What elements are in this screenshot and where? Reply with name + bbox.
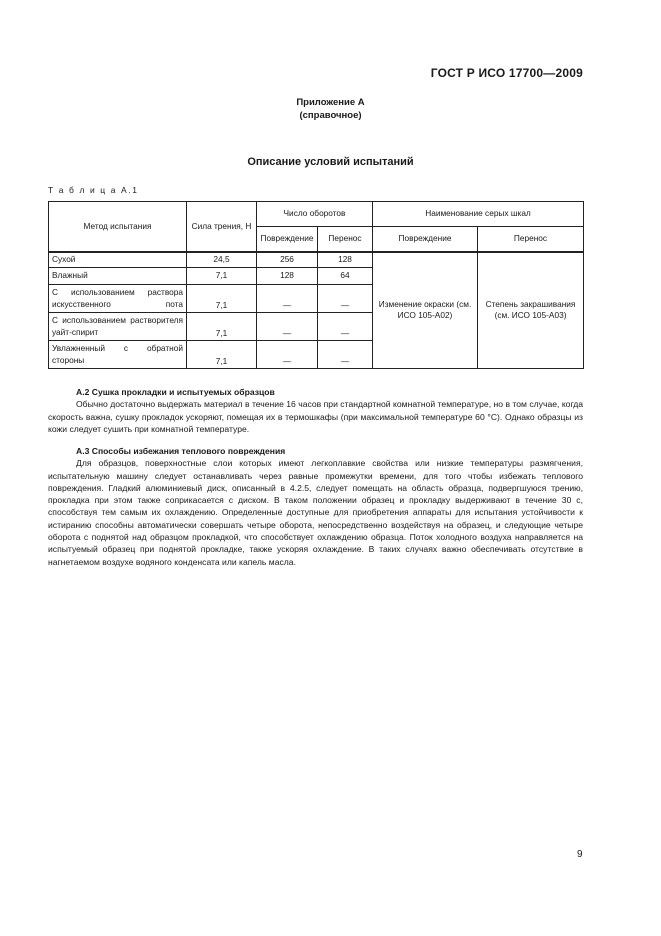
row-damage: — <box>257 313 318 341</box>
row-transfer: 128 <box>318 252 373 268</box>
table-caption: Т а б л и ц а А.1 <box>48 185 139 195</box>
header-revolutions: Число оборотов <box>257 202 373 227</box>
appendix-type: (справочное) <box>299 110 362 121</box>
section-a2-heading: А.2 Сушка прокладки и испытуемых образцов <box>76 387 275 397</box>
row-damage: 128 <box>257 268 318 285</box>
section-a3-text: Для образцов, поверхностные слои которых имеют легкоплавкие свойства или низкие температуры размягчения, испытательную машину следует останавливать через равные промежутки времени, для того чтобы избежать теплового повреждения. Гладкий алюминиевый диск, описанный в 4.2.5, следует помещать на область образца, подвергшуюся трению, прокладка при этом также соприкасается с диском. В таком положении образец и прокладку выдерживают в течение 30 с, способствуя тем самым их охлаждению. Определенные доступные для приобретения аппараты для испытания устойчивости к истиранию способны автоматически совершать четыре оборота, непосредственно воздействуя на образец, и следующие четыре оборота с поднятой над образцом прокладкой, что способствует охлаждению образца. Поток холодного воздуха направляется на испытуемый образец при поднятой прокладке, также ускоряя охлаждение. В таких случаях важно обеспечивать отсутствие в нагнетаемом воздухе водяного конденсата или капель масла. <box>48 458 583 567</box>
row-method: Сухой <box>49 252 187 268</box>
document-id: ГОСТ Р ИСО 17700—2009 <box>430 66 583 80</box>
appendix-label: Приложение А <box>296 97 365 108</box>
page-title: Описание условий испытаний <box>247 156 414 168</box>
row-damage: — <box>257 341 318 369</box>
row-method: С использованием растворителя уайт-спирит <box>49 313 187 341</box>
section-a2 <box>48 386 583 435</box>
row-damage: — <box>257 285 318 313</box>
row-transfer: — <box>318 313 373 341</box>
row-friction: 7,1 <box>187 268 257 285</box>
section-a3-heading: А.3 Способы избежания теплового повреждения <box>76 446 286 456</box>
header-method: Метод испытания <box>49 202 187 252</box>
header-revolutions-damage: Повреждение <box>257 227 318 252</box>
page-number: 9 <box>577 849 583 860</box>
row-friction: 24,5 <box>187 252 257 268</box>
scale-transfer-value: Степень закрашивания (см. ИСО 105-А03) <box>478 252 584 369</box>
row-method: Увлажненный с обратной стороны <box>49 341 187 369</box>
appendix-heading <box>0 96 661 122</box>
row-transfer: — <box>318 285 373 313</box>
row-method: С использованием раствора искусственного пота <box>49 285 187 313</box>
row-damage: 256 <box>257 252 318 268</box>
section-a2-text: Обычно достаточно выдержать материал в течение 16 часов при стандартной комнатной температуре, но в том случае, когда скорость важна, сушку прокладок ускоряют, помещая их в термошкафы (при максимальной температуре 60 °С). Однако образцы из кожи следует сушить при комнатной температуре. <box>48 399 583 434</box>
section-a3 <box>48 445 583 568</box>
row-transfer: — <box>318 341 373 369</box>
header-grey-scales: Наименование серых шкал <box>373 202 584 227</box>
scale-damage-value: Изменение окраски (см. ИСО 105-А02) <box>373 252 478 369</box>
row-friction: 7,1 <box>187 313 257 341</box>
test-conditions-table <box>48 201 584 369</box>
table-row <box>49 252 584 268</box>
row-friction: 7,1 <box>187 285 257 313</box>
row-method: Влажный <box>49 268 187 285</box>
row-transfer: 64 <box>318 268 373 285</box>
header-revolutions-transfer: Перенос <box>318 227 373 252</box>
header-friction: Сила трения, Н <box>187 202 257 252</box>
row-friction: 7,1 <box>187 341 257 369</box>
header-scale-damage: Повреждение <box>373 227 478 252</box>
header-scale-transfer: Перенос <box>478 227 584 252</box>
